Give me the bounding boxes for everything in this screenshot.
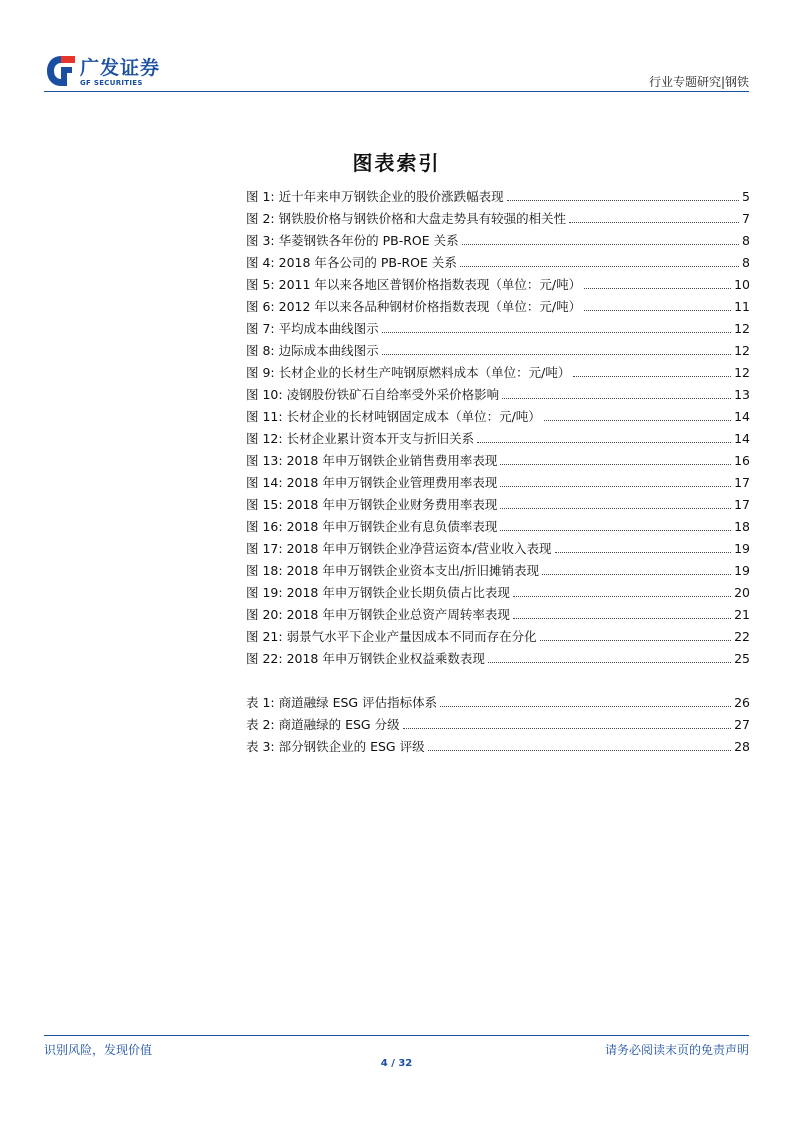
figure-entry-label: 图 14: 2018 年申万钢铁企业管理费用率表现: [246, 475, 498, 490]
figure-entry[interactable]: [246, 204, 750, 226]
dot-leader: [488, 662, 731, 663]
dot-leader: [513, 618, 731, 619]
figure-entry-page: 22: [734, 629, 750, 644]
figure-entry-page: 17: [734, 497, 750, 512]
figure-entry-label: 图 6: 2012 年以来各品种钢材价格指数表现（单位：元/吨）: [246, 299, 582, 314]
table-entry[interactable]: [246, 732, 750, 754]
figure-list: [246, 182, 750, 666]
table-entry[interactable]: [246, 710, 750, 732]
dot-leader: [382, 332, 731, 333]
figure-entry[interactable]: [246, 424, 750, 446]
figure-entry-page: 18: [734, 519, 750, 534]
figure-entry[interactable]: [246, 380, 750, 402]
figure-entry[interactable]: [246, 226, 750, 248]
figure-entry-page: 25: [734, 651, 750, 666]
table-entry-label: 表 2: 商道融绿的 ESG 分级: [246, 717, 400, 732]
dot-leader: [382, 354, 731, 355]
figure-entry-label: 图 21: 弱景气水平下企业产量因成本不同而存在分化: [246, 629, 537, 644]
table-entry-page: 26: [734, 695, 750, 710]
figure-entry-label: 图 10: 凌钢股份铁矿石自给率受外采价格影响: [246, 387, 500, 402]
dot-leader: [502, 398, 731, 399]
dot-leader: [500, 508, 731, 509]
figure-entry[interactable]: [246, 600, 750, 622]
figure-entry-label: 图 22: 2018 年申万钢铁企业权益乘数表现: [246, 651, 485, 666]
table-entry-page: 28: [734, 739, 750, 754]
figure-entry-label: 图 5: 2011 年以来各地区普钢价格指数表现（单位：元/吨）: [246, 277, 582, 292]
table-entry-page: 27: [734, 717, 750, 732]
figure-entry-label: 图 9: 长材企业的长材生产吨钢原燃料成本（单位：元/吨）: [246, 365, 571, 380]
figure-entry-page: 19: [734, 563, 750, 578]
figure-entry-label: 图 8: 边际成本曲线图示: [246, 343, 379, 358]
figure-entry-label: 图 2: 钢铁股价格与钢铁价格和大盘走势具有较强的相关性: [246, 211, 567, 226]
figure-entry-page: 5: [742, 189, 750, 204]
dot-leader: [500, 486, 731, 487]
figure-entry-page: 8: [742, 255, 750, 270]
figure-entry-page: 7: [742, 211, 750, 226]
dot-leader: [540, 640, 732, 641]
header-divider: [44, 91, 749, 92]
figure-entry[interactable]: [246, 182, 750, 204]
figure-entry-label: 图 19: 2018 年申万钢铁企业长期负债占比表现: [246, 585, 510, 600]
figure-entry[interactable]: [246, 534, 750, 556]
logo-chinese-name: 广发证券: [80, 57, 161, 79]
dot-leader: [477, 442, 731, 443]
figure-entry[interactable]: [246, 336, 750, 358]
figure-entry-page: 14: [734, 431, 750, 446]
figure-entry[interactable]: [246, 578, 750, 600]
figure-entry-label: 图 20: 2018 年申万钢铁企业总资产周转率表现: [246, 607, 510, 622]
figure-entry-label: 图 16: 2018 年申万钢铁企业有息负债率表现: [246, 519, 498, 534]
figure-entry-label: 图 3: 华菱钢铁各年份的 PB-ROE 关系: [246, 233, 459, 248]
figure-entry-page: 12: [734, 321, 750, 336]
figure-entry[interactable]: [246, 512, 750, 534]
page-title: 图表索引: [352, 151, 441, 175]
figure-entry[interactable]: [246, 292, 750, 314]
table-entry-label: 表 3: 部分钢铁企业的 ESG 评级: [246, 739, 425, 754]
dot-leader: [542, 574, 731, 575]
figure-entry-page: 20: [734, 585, 750, 600]
figure-entry-page: 12: [734, 365, 750, 380]
figure-entry-label: 图 13: 2018 年申万钢铁企业销售费用率表现: [246, 453, 498, 468]
dot-leader: [460, 266, 739, 267]
dot-leader: [584, 310, 731, 311]
dot-leader: [440, 706, 731, 707]
figure-entry[interactable]: [246, 402, 750, 424]
figure-entry[interactable]: [246, 314, 750, 336]
footer-slogan: 识别风险，发现价值: [44, 1043, 153, 1057]
footer-divider: [44, 1035, 749, 1036]
figure-entry[interactable]: [246, 248, 750, 270]
dot-leader: [500, 530, 731, 531]
figure-entry[interactable]: [246, 490, 750, 512]
figure-entry-page: 17: [734, 475, 750, 490]
gf-securities-logo: [44, 52, 184, 92]
dot-leader: [584, 288, 731, 289]
figure-entry-page: 12: [734, 343, 750, 358]
figure-entry-page: 16: [734, 453, 750, 468]
page-header: [44, 52, 749, 92]
dot-leader: [500, 464, 731, 465]
figure-entry-page: 13: [734, 387, 750, 402]
figure-entry[interactable]: [246, 622, 750, 644]
figure-entry-page: 11: [734, 299, 750, 314]
figure-entry-page: 10: [734, 277, 750, 292]
figure-entry-page: 21: [734, 607, 750, 622]
logo-english-name: GF SECURITIES: [80, 79, 143, 87]
dot-leader: [573, 376, 731, 377]
figure-entry-label: 图 4: 2018 年各公司的 PB-ROE 关系: [246, 255, 457, 270]
dot-leader: [462, 244, 739, 245]
figure-entry[interactable]: [246, 556, 750, 578]
dot-leader: [544, 420, 731, 421]
figure-entry[interactable]: [246, 358, 750, 380]
gf-logo-icon: [44, 52, 78, 90]
figure-entry-label: 图 15: 2018 年申万钢铁企业财务费用率表现: [246, 497, 498, 512]
table-list: [246, 688, 750, 754]
figure-entry-page: 14: [734, 409, 750, 424]
figure-entry[interactable]: [246, 468, 750, 490]
dot-leader: [428, 750, 732, 751]
dot-leader: [403, 728, 732, 729]
figure-table-index: [246, 182, 750, 754]
list-spacer: [246, 666, 750, 688]
dot-leader: [513, 596, 731, 597]
dot-leader: [569, 222, 739, 223]
figure-entry[interactable]: [246, 446, 750, 468]
figure-entry-label: 图 18: 2018 年申万钢铁企业资本支出/折旧摊销表现: [246, 563, 540, 578]
figure-entry-label: 图 1: 近十年来申万钢铁企业的股价涨跌幅表现: [246, 189, 504, 204]
figure-entry-page: 19: [734, 541, 750, 556]
dot-leader: [555, 552, 732, 553]
table-entry-label: 表 1: 商道融绿 ESG 评估指标体系: [246, 695, 438, 710]
figure-entry[interactable]: [246, 270, 750, 292]
dot-leader: [507, 200, 739, 201]
figure-entry-label: 图 17: 2018 年申万钢铁企业净营运资本/营业收入表现: [246, 541, 552, 556]
figure-entry-label: 图 12: 长材企业累计资本开支与折旧关系: [246, 431, 475, 446]
figure-entry-label: 图 7: 平均成本曲线图示: [246, 321, 379, 336]
figure-entry[interactable]: [246, 644, 750, 666]
table-entry[interactable]: [246, 688, 750, 710]
footer-disclaimer: 请务必阅读末页的免责声明: [604, 1043, 749, 1057]
page-number: 4 / 32: [380, 1058, 413, 1069]
figure-entry-label: 图 11: 长材企业的长材吨钢固定成本（单位：元/吨）: [246, 409, 541, 424]
report-section-label: 行业专题研究|钢铁: [648, 75, 749, 89]
figure-entry-page: 8: [742, 233, 750, 248]
